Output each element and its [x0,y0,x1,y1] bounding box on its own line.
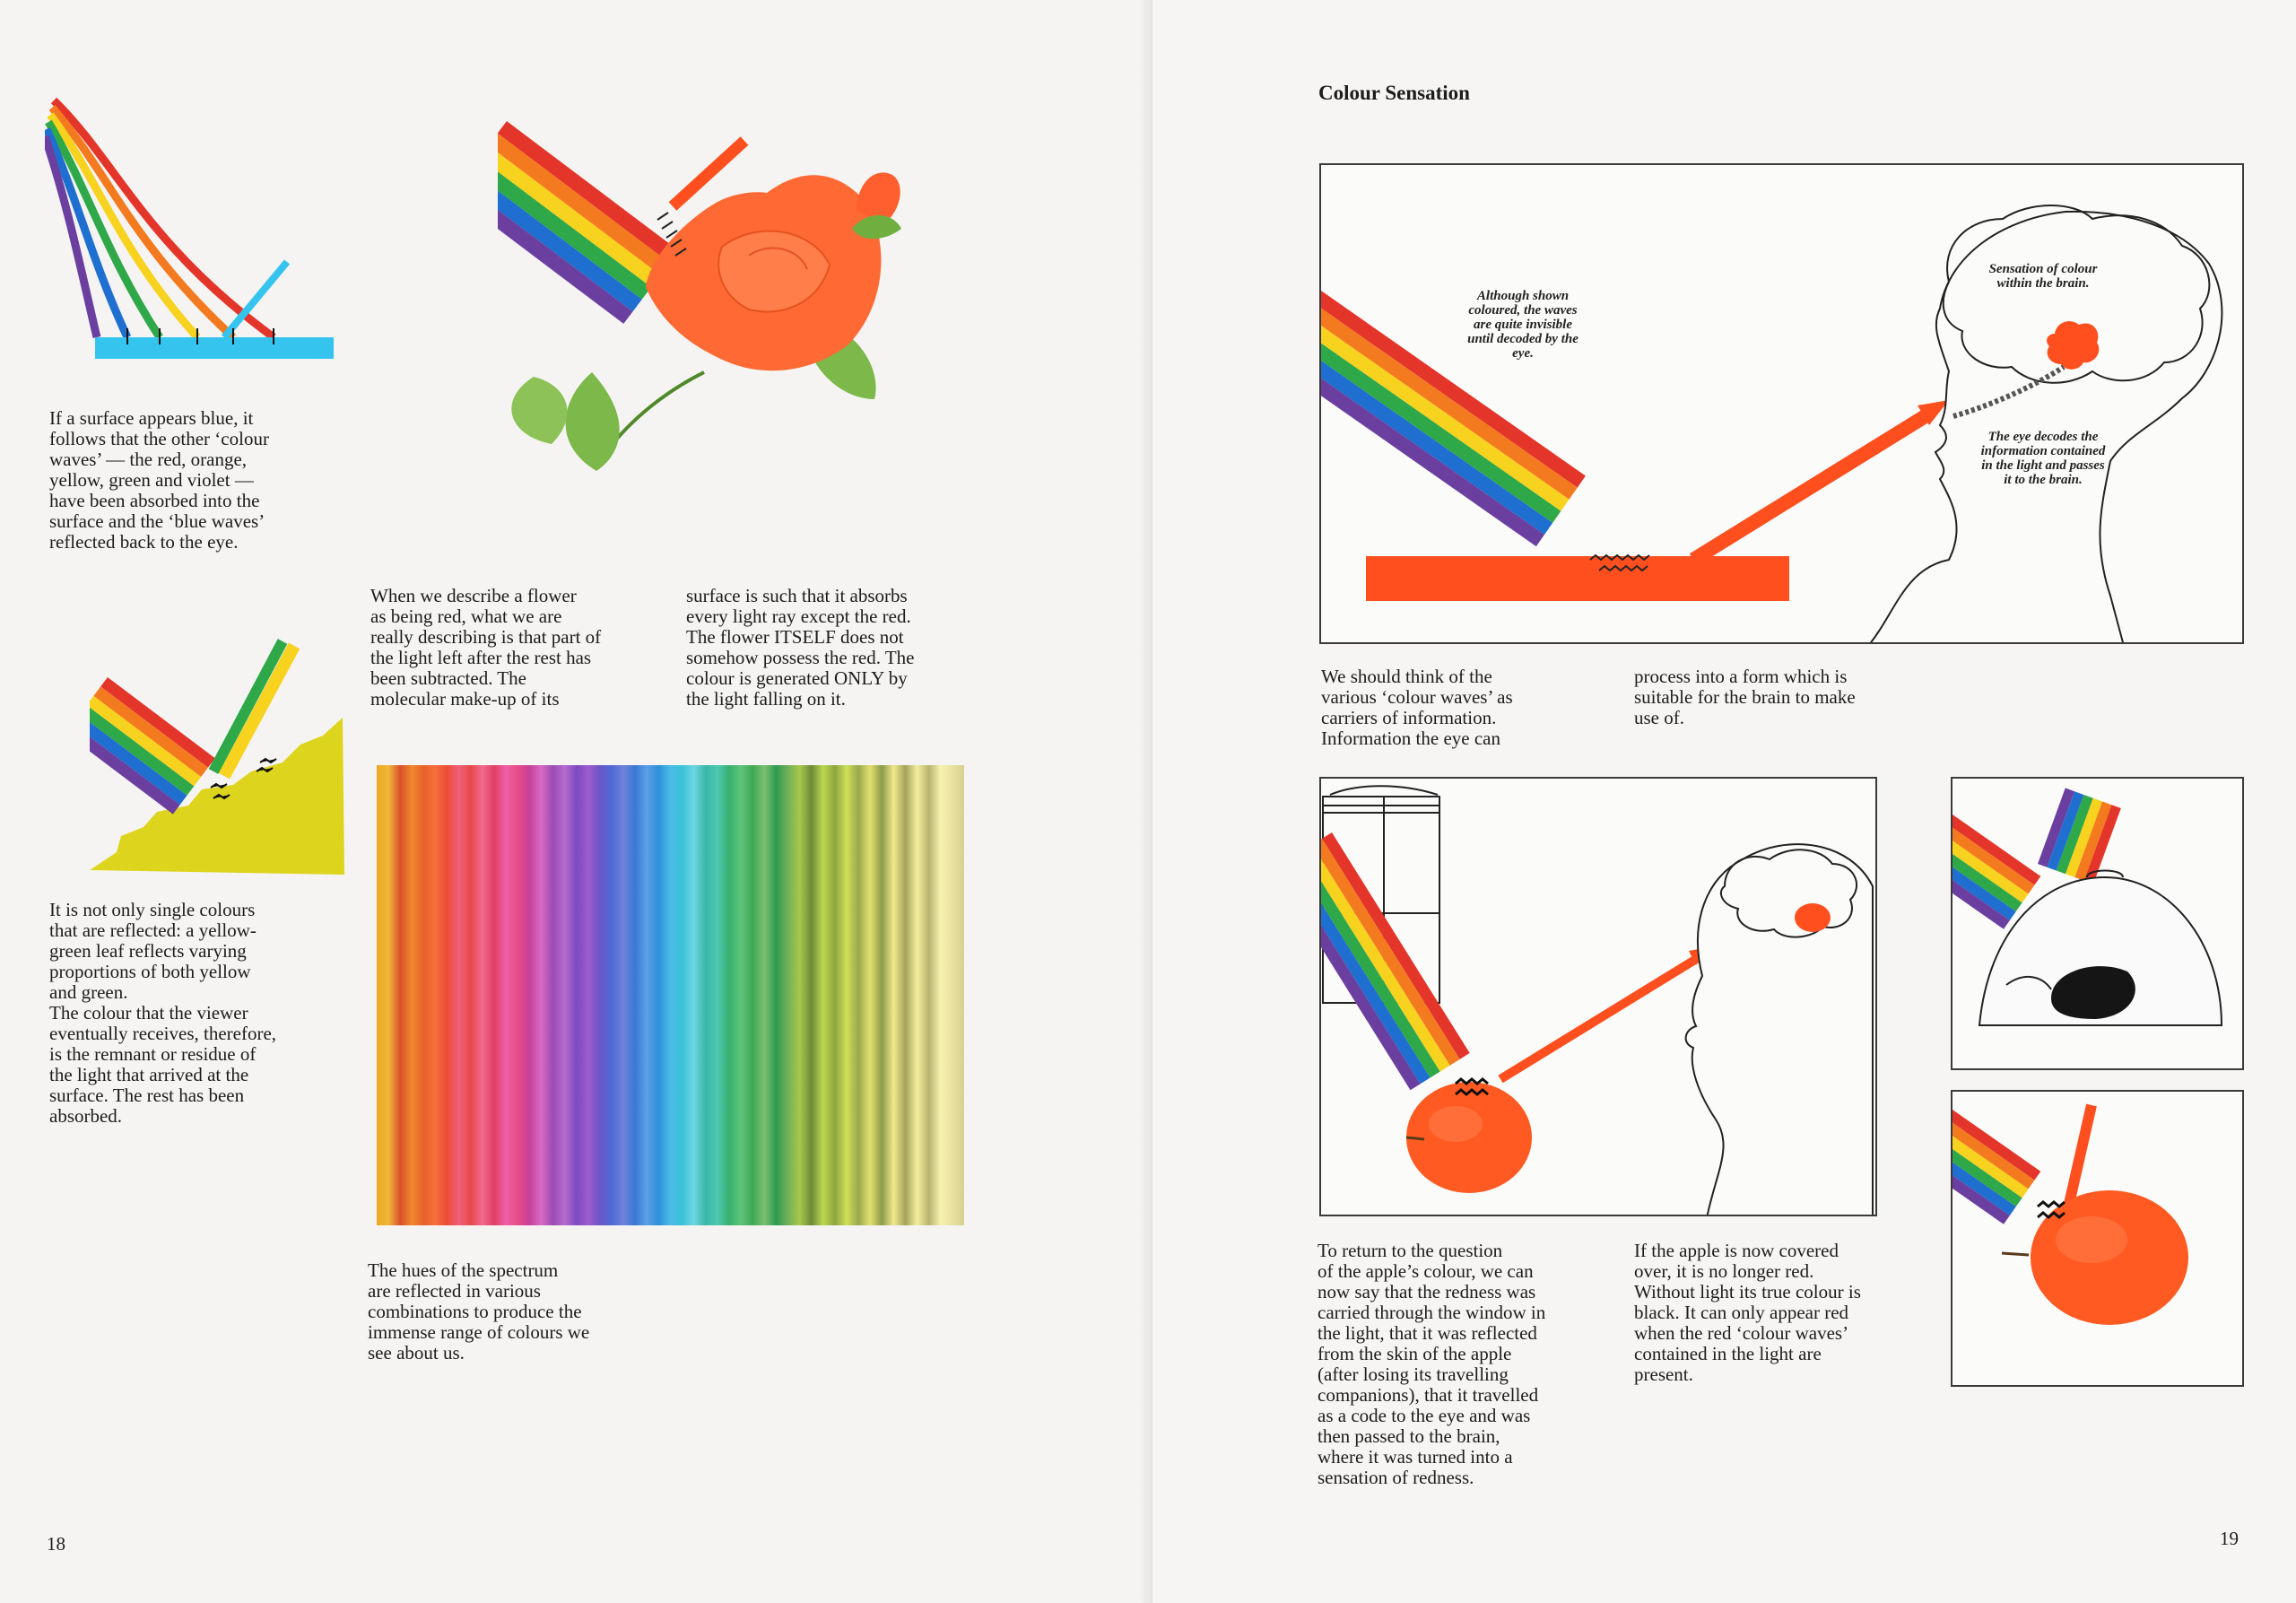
blue-surface-figure [45,90,341,368]
info-text-2: process into a form which is suitable for the brain to make use of. [1634,666,1856,728]
rose-icon [498,76,973,525]
leaf-reflection-icon [90,628,350,879]
page-number-left: 18 [47,1533,65,1555]
flower-text-2: surface is such that it absorbs every light ray except the red. The flower ITSELF does not somehow possess the red. The colour is generated ONLY by the light falling on it. [686,585,915,710]
glass-dome-icon [1952,779,2244,1070]
waves-label: Although shown coloured, the waves are quite invisible until decoded by the eye. [1467,289,1578,361]
lit-apple-diagram [1951,1090,2244,1387]
covered-apple-diagram [1951,777,2244,1070]
page-number-right: 19 [2220,1528,2239,1549]
rainbow-blue-reflection-icon [45,90,341,368]
eye-label: The eye decodes the information contained in the light and passes it to the brain. [1980,430,2106,487]
apple-text-2: If the apple is now covered over, it is no longer red. Without light its true colour is black. It can only appear red when the red ‘colour waves’ contained in the light are present. [1634,1240,1861,1385]
spectrum-caption: The hues of the spectrum are reflected in various combinations to produce the immense range of colours we see about us. [368,1259,590,1363]
apple-text-1: To return to the question of the apple’s colour, we can now say that the redness was carried through the window in the light, that it was reflected from the skin of the apple (after losing its travelling companions), that it travelled as a code to the eye and was then passed to the brain, where it was turned into a sensation of redness. [1318,1240,1546,1488]
lit-apple-icon [1952,1092,2244,1387]
section-heading: Colour Sensation [1318,82,1470,104]
blue-surface-text: If a surface appears blue, it follows that the other ‘colour waves’ — the red, orange, yellow, green and violet — have been absorbed into the surface and the ‘blue waves’ reflected back to the eye. [49,407,269,553]
colour-sensation-diagram [1319,163,2244,644]
brain-label: Sensation of colour within the brain. [1988,262,2098,291]
rose-figure [498,76,973,525]
apple-window-diagram [1319,777,1877,1216]
info-text-1: We should think of the various ‘colour waves’ as carriers of information. Information the eye can [1321,666,1513,749]
flower-text-1: When we describe a flower as being red, what we are really describing is that part of the light left after the rest has been subtracted. The molecular make-up of its [370,585,602,710]
leaf-text: It is not only single colours that are reflected: a yellow- green leaf reflects varying proportions of both yellow and green. The colour that the viewer eventually receives, therefore, is the remnant or residue of the light that arrived at the surface. The rest has been absorbed. [49,899,277,1127]
apple-window-icon [1321,779,1877,1216]
head-rainbow-icon [1321,165,2244,644]
right-page [1152,0,2296,1603]
leaf-figure [90,628,350,879]
spectrum-stripes-photo [377,765,964,1225]
